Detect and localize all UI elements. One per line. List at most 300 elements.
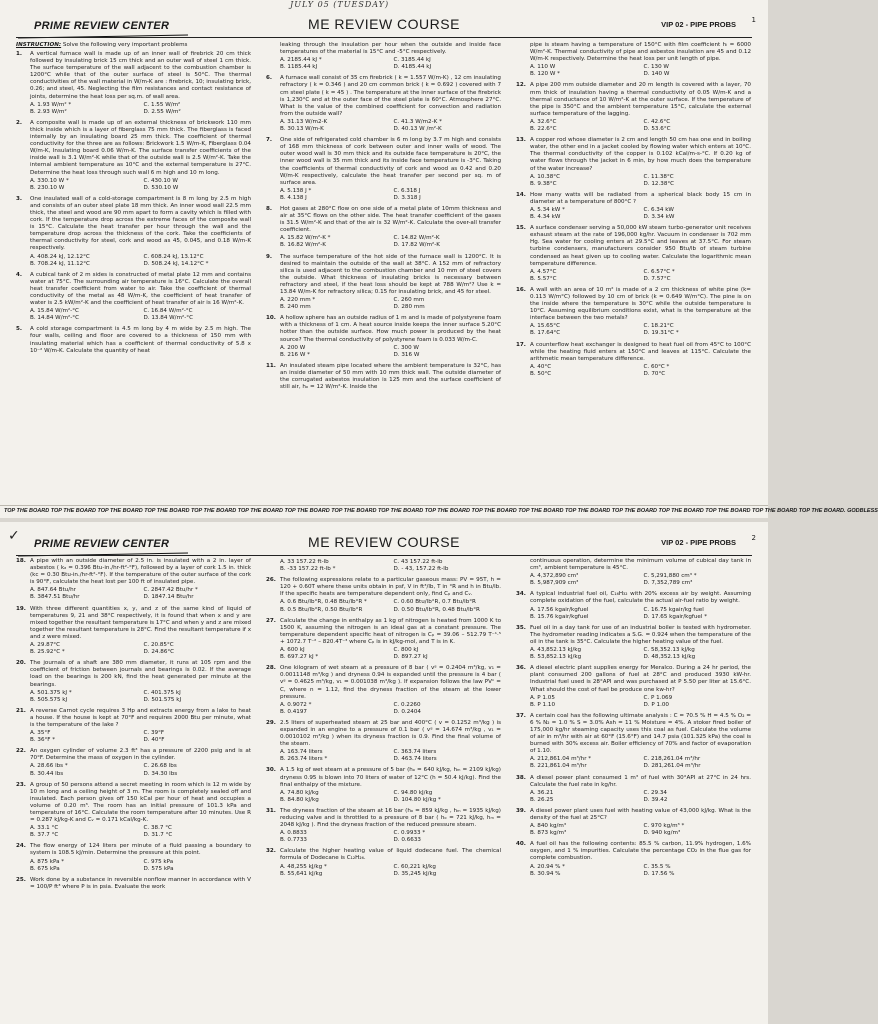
choice-c: C. 975 kPa: [143, 858, 174, 865]
choice-a: A. 28.66 lbs *: [30, 763, 68, 770]
choice-b: B. 9.38°C: [530, 180, 557, 187]
question-text: continuous operation, determine the minimum volume of cubical day tank in cm³, ambient temperature is 45°C.: [530, 558, 751, 572]
answer-choices: [280, 599, 501, 613]
choice-b: B. P 1.10: [530, 701, 555, 708]
question-number: 26.: [266, 577, 276, 584]
question-number: 30.: [266, 767, 276, 774]
question-text: A surface condenser serving a 50,000 kW steam turbo-generator unit receives exhaust steam at the rate of 196,000 kg/hr. Vacuum in condenser is 702 mm Hg. Sea water for cooling enters at 29.5°C and leaves at 37.5°C. For steam turbine condensers, manufacturers consider 950 Btu/lb of steam turbine condensed as heat given up to cooling water. Calculate the logarithmic mean temperature difference.: [530, 225, 751, 267]
choice-a: A. 330.10 W *: [30, 177, 69, 184]
question-number: 11.: [266, 362, 276, 369]
course-title: ME REVIEW COURSE: [308, 534, 460, 550]
question-text: The dryness fraction of the steam at 16 bar (hₒ = 859 kJ/kg , hₘ = 1935 kJ/kg) reducing valve and is throttled to a pressure of 8 bar ( hₒ = 721 kJ/kg, hₘ = 2048 kJ/kg ). Find the dryness fraction of the reduced pressure steam.: [280, 807, 501, 829]
question-number: 38.: [516, 774, 526, 781]
choice-c: C. 14.82 W/m²-K: [393, 235, 440, 242]
choice-c: C. 130 W: [643, 64, 669, 71]
choice-a: A. 29.87°C: [30, 642, 61, 649]
question-number: 14.: [516, 191, 526, 198]
question-number: 16.: [516, 286, 526, 293]
choice-c: C. 6.318 J: [393, 187, 421, 194]
question-item: [16, 606, 251, 657]
choice-a: A. 110 W: [530, 64, 556, 71]
question-number: 24.: [16, 843, 26, 850]
choice-d: D. 13.84 W/m²-°C: [143, 315, 193, 322]
choice-a: A. P 1.05: [530, 694, 555, 701]
choice-d: D. 17.56 %: [643, 870, 675, 877]
choice-c: C. 20.85°C: [143, 642, 174, 649]
question-number: 27.: [266, 617, 276, 624]
choice-a: A. 15.82 W/m²-K *: [280, 235, 331, 242]
choice-a: A. 1.93 W/m² *: [30, 101, 72, 108]
answer-choices: [530, 364, 751, 378]
choice-b: B. 0.7733: [280, 837, 307, 844]
choice-d: D. 463.74 liters: [393, 756, 437, 763]
choice-b: B. 2.93 W/m²: [30, 108, 67, 115]
question-text: A diesel electric plant supplies energy for Meralco. During a 24 hr period, the plant consumed 200 gallons of fuel at 28°C and produced 3930 kW-hr. Industrial fuel used is 28°API and was purchased at P 5.50 per liter at 15.6°C. What should the cost of fuel be produce one kw-hr?: [530, 665, 751, 693]
question-number: 3.: [16, 195, 23, 202]
choice-a: A. 74.80 kJ/kg: [280, 789, 319, 796]
choice-b: B. 5.57°C: [530, 275, 557, 282]
choice-c: C. 0.2260: [393, 701, 421, 708]
answer-choices: [280, 119, 501, 133]
answer-choices: [280, 864, 501, 878]
choice-a: A. 200 W: [280, 344, 306, 351]
column-3: [516, 42, 751, 506]
question-text: A furnace wall consist of 35 cm firebrick ( k = 1.557 W/m-K) , 12 cm insulating refractory ( k = 0.346 ) and 20 cm common brick ( k = 0.692 ) covered with 7 cm steel plate ( k = 45 ) . The temperature at the inner surface of the firebrick is 1,230°C and at the outer face of the steel plate is 60°C. Atmosphere 27°C. What is the value of the combined coefficient for convection and radiation from the outside wall?: [280, 75, 501, 117]
choice-c: C. 260 mm: [393, 297, 425, 304]
choice-d: D. 31.7 °C: [143, 832, 173, 839]
question-text: 2.5 liters of superheated steam at 25 bar and 400°C ( v = 0.1252 m³/kg ) is expanded in an engine to a pressure of 0.1 bar ( vᵍ = 14.674 m³/kg , v₁ = 0.0010102 m³/kg ) when its dryness fraction is 0.9. Find the final volume of the steam.: [280, 719, 501, 748]
choice-b: B. 55,641 kJ/kg: [280, 870, 323, 877]
choice-b: B. 240 mm: [280, 304, 311, 311]
question-text: A group of 50 persons attend a secret meeting in room which is 12 m wide by 10 m long and a ceiling height of 3 m. The room is completely sealed off and insulated. Each person gives off 150 kCal per hour of heat and occupies a volume of 0.20 m³. The room has an initial pressure of 101.3 kPa and temperature of 16°C. Calculate the room temperature after 10 minutes. Use R = 0.287 kJ/kg-K and Cᵥ = 0.171 kCal/kg-K.: [30, 781, 251, 824]
question-text: An insulated steam pipe located where the ambient temperature is 32°C, has an inside diameter of 50 mm with 10 mm thick wall. The outside diameter of the corrugated asbestos insulation is 125 mm and the surface coefficient of still air, hₒ = 12 W/m²-K. Inside the: [280, 362, 501, 391]
answer-choices: [530, 607, 751, 621]
question-text: Work done by a substance in reversible nonflow manner in accordance with V = 100/P ft³ where P is in psia. Evaluate the work: [30, 876, 251, 890]
choice-d: D. 40.13 W /m²-K: [393, 126, 442, 133]
question-number: 21.: [16, 707, 26, 714]
choice-b: B. 263.74 liters *: [280, 756, 328, 763]
question-item: [516, 808, 751, 837]
question-item: [16, 272, 251, 323]
choice-d: D. 17.82 W/m²-K: [393, 242, 440, 249]
question-item: [266, 42, 501, 71]
choice-b: B. 30.94 %: [530, 870, 561, 877]
instruction-text: Solve the following very important problems: [62, 42, 188, 48]
answer-choices: [530, 647, 751, 661]
choice-a: A. 15.65°C: [530, 323, 561, 330]
answer-choices: [280, 57, 501, 71]
choice-a: A. 5.138 J *: [280, 187, 312, 194]
choice-c: C. 11.38°C: [643, 173, 674, 180]
question-number: 17.: [516, 341, 526, 348]
question-text: The surface temperature of the hot side of the furnace wall is 1200°C. It is desired to maintain the outside of the wall at 38°C. A 152 mm of refractory silica is used adjacent to the combustion chamber and 10 mm of steel covers the outside. What thickness of insulating bricks is necessary between refractory and steel, if the heat loss should be kept at 788 W/m²? Use k = 13.84 W/m-K for refractory silica; 0.15 for insulating brick, and 45 for steel.: [280, 253, 501, 295]
question-number: 36.: [516, 665, 526, 672]
question-item: [516, 558, 751, 587]
choice-b: B. 84.80 kJ/kg: [280, 796, 319, 803]
choice-d: D. 39.42: [643, 796, 668, 803]
choice-a: A. 163.74 liters: [280, 749, 323, 756]
question-number: 4.: [16, 271, 23, 278]
question-number: 2.: [16, 119, 23, 126]
question-number: 34.: [516, 591, 526, 598]
question-item: [16, 326, 251, 354]
question-item: [266, 808, 501, 844]
brand-name: PRIME REVIEW CENTER: [34, 538, 170, 550]
choice-a: A. 840 kg/m³: [530, 823, 567, 830]
question-text: A typical industrial fuel oil, C₁₆H₃₂ with 20% excess air by weight. Assuming complete oxidation of the fuel, calculate the actual air-fuel ratio by weight.: [530, 591, 751, 605]
page-number: 1: [751, 16, 756, 24]
question-item: [266, 720, 501, 764]
choice-c: C. 6.57°C *: [643, 268, 675, 275]
answer-choices: [280, 559, 501, 573]
choice-a: A. 0.8833: [280, 830, 307, 837]
question-number: 29.: [266, 719, 276, 726]
choice-b: B. 221,861.04 m³/hr: [530, 763, 587, 770]
answer-choices: [30, 825, 251, 839]
choice-d: D. 12.38°C: [643, 180, 675, 187]
choice-a: A. 35°F: [30, 730, 51, 737]
question-number: 6.: [266, 75, 273, 82]
choice-a: A. 847.64 Btu/hr: [30, 587, 76, 594]
question-item: [16, 196, 251, 268]
handwritten-date-note: JULY 05 (TUESDAY): [290, 0, 390, 9]
answer-choices: [30, 308, 251, 322]
answer-choices: [30, 730, 251, 744]
question-text: Fuel oil in a day tank for use of an industrial boiler is tested with hydrometer. The hydrometer reading indicates a S.G. = 0.924 when the temperature of the oil in the tank is 35°C. Calculate the higher heating value of the fuel.: [530, 624, 751, 645]
choice-b: B. 675 kPa: [30, 865, 60, 872]
choice-d: D. 280 mm: [393, 304, 425, 311]
question-number: 39.: [516, 807, 526, 814]
choice-c: C. 16.75 kgair/kg fuel: [643, 606, 704, 613]
question-text: A composite wall is made up of an external thickness of brickwork 110 mm thick inside which is a layer of fiberglass 75 mm thick. The fiberglass is faced internally by an insulating board 25 mm thick. The coefficient of thermal conductivity for the three are as follows: Brickwork 1.5 W/m-K, Fiberglass 0.04 W/m-K, Insulating board 0.06 W/m-K. The surface transfer coefficients of the inside wall is 3.1 W/m²-K while that of the outside wall is 2.5 W/m²-K. Take the internal ambient temperature as 10°C and the external temperature is 27°C. Determine the heat loss through such wall 6 m high and 10 m long.: [30, 119, 251, 176]
choice-b: B. 30.13 W/m-K: [280, 126, 324, 133]
answer-choices: [530, 323, 751, 337]
choice-d: D. 35,245 kJ/kg: [393, 870, 437, 877]
answer-choices: [280, 297, 501, 311]
page-number: 2: [751, 534, 756, 542]
answer-choices: [530, 174, 751, 188]
choice-d: D. 70°C: [643, 370, 666, 377]
question-text: Hot gases at 280°C flow on one side of a metal plate of 10mm thickness and air at 35°C flows on the other side. The heat transfer coefficient of the gases is 31.5 W/m²-K and that of the air is 32 W/m²-K. Calculate the over-all transfer coefficient.: [280, 205, 501, 234]
choice-d: D. 0.6633: [393, 837, 421, 844]
answer-choices: [530, 864, 751, 878]
choice-d: D. 7.57°C: [643, 275, 671, 282]
choice-c: C. 218,261.04 m³/hr: [643, 756, 701, 763]
question-text: A wall with an area of 10 m² is made of a 2 cm thickness of white pine (k= 0.113 W/m°C) followed by 10 cm of brick (k = 0.649 W/m°C). The pine is on the inside where the temperature is 30°C while the outside temperature is 10°C. Assuming equilibrium conditions exist, what is the temperature at the interface between the two metals?: [530, 286, 751, 322]
answer-choices: [30, 102, 251, 116]
choice-b: B. 25.92°C *: [30, 649, 65, 656]
choice-a: A. 501.375 kJ *: [30, 689, 72, 696]
choice-a: A. 33.1 °C: [30, 825, 59, 832]
choice-c: C. 1.55 W/m²: [143, 101, 181, 108]
choice-b: B. 17.64°C: [530, 330, 561, 337]
question-text: A vertical furnace wall is made up of an inner wall of firebrick 20 cm thick followed by insulating brick 15 cm thick and an outer wall of steel 1 cm thick. The surface temperature of the wall adjacent to the combustion chamber is 1200°C while that of the outer surface of steel is 50°C. The thermal conductivities of the wall material in W/m-K are : firebrick, 10; insulating brick, 0.26; and steel, 45. Neglecting the film resistances and contact resistance of joints, determine the heat loss per sq.m. of wall area.: [30, 51, 251, 100]
question-item: [266, 137, 501, 202]
choice-b: B. 873 kg/m³: [530, 830, 567, 837]
answer-choices: [530, 207, 751, 221]
choice-b: B. 36°F *: [30, 737, 56, 744]
question-item: [266, 75, 501, 133]
choice-d: D. 316 W: [393, 351, 420, 358]
question-text: One side of refrigerated cold chamber is 6 m long by 3.7 m high and consists of 168 mm thickness of cork between outer and inner walls of wood. The outer wood wall is 30 mm thick and its outside face temperature is 20°C, the inner wood wall is 35 mm thick and its inside face temperature is -3°C. Taking the coefficients of thermal conductivity of cork and wood as 0.42 and 0.20 W/m-K respectively, calculate the heat transfer per second per sq. m of surface area.: [280, 137, 501, 186]
question-text: A copper rod whose diameter is 2 cm and length 50 cm has one end in boiling water, the other end in a jacket cooled by flowing water which enters at 10°C. The thermal conductivity of the copper is 0.102 kCal/m-s-°C. If 0.20 kg of water flows through the jacket in 6 min, by how much does the temperature of the water increase?: [530, 137, 751, 172]
choice-d: D. 508.24 kJ, 14.12°C *: [143, 260, 209, 267]
question-number: 19.: [16, 605, 26, 612]
choice-d: D. 7,352,789 cm³: [643, 580, 693, 587]
choice-b: B. 30.44 lbs: [30, 770, 64, 777]
question-number: 28.: [266, 665, 276, 672]
question-text: The following expressions relate to a particular gaseous mass: PV = 95T, h = 120 + 0.60T where these units obtain in psf, V in ft³/lb, T in °R and h in Btu/lb. If the specific heats are temperature dependent only, find Cₚ and Cᵥ.: [280, 577, 501, 598]
choice-d: D. 19.31°C *: [643, 330, 679, 337]
choice-b: B. 16.82 W/m²-K: [280, 242, 326, 249]
choice-c: C. 0.9933 *: [393, 830, 426, 837]
page-footer: TOP THE BOARD TOP THE BOARD TOP THE BOARD TOP THE BOARD TOP THE BOARD TOP THE BOARD TOP THE BOARD TOP THE BOARD TOP THE BOARD TOP THE BOARD TOP THE BOARD TOP THE BOARD TOP THE BOARD TOP THE BOARD TOP THE BOARD TOP THE BOARD TOP THE BOARD TOP THE BOARD. GODBLESS: [0, 505, 768, 516]
question-text: A cold storage compartment is 4.5 m long by 4 m wide by 2.5 m high. The four walls, ceiling and floor are covered to a thickness of 150 mm with insulating material which has a coefficient of thermal conductivity of 5.8 x 10⁻² W/m-K. Calculate the quantity of heat: [30, 326, 251, 354]
answer-choices: [530, 64, 751, 78]
question-item: [16, 877, 251, 891]
question-item: [516, 42, 751, 78]
question-text: How many watts will be radiated from a spherical black body 15 cm in diameter at a temperature of 800°C ?: [530, 191, 751, 205]
column-3: [516, 558, 751, 1022]
question-item: [516, 625, 751, 661]
choice-a: A. 2185.44 kJ *: [280, 57, 322, 64]
choice-a: A. 40°C: [530, 363, 552, 370]
choice-c: C. 363.74 liters: [393, 749, 437, 756]
choice-b: B. 708.24 kJ, 11.12°C: [30, 260, 90, 267]
choice-a: A. 408.24 kJ, 12.12°C: [30, 253, 90, 260]
choice-c: C. 430.10 W: [143, 177, 178, 184]
choice-b: B. 53,852.13 kJ/kg: [530, 654, 582, 661]
question-item: [516, 82, 751, 133]
column-2: [266, 558, 501, 1022]
choice-a: A. 17.56 kgair/kgfuel: [530, 606, 589, 613]
choice-a: A. 600 kJ: [280, 647, 305, 654]
choice-d: D. 2.55 W/m²: [143, 108, 181, 115]
answer-choices: [530, 695, 751, 709]
question-item: [266, 363, 501, 391]
question-item: [266, 848, 501, 877]
question-item: [516, 287, 751, 338]
choice-b: B. 120 W *: [530, 71, 560, 78]
instruction-label: INSTRUCTION:: [16, 42, 62, 48]
choice-b: B. 4.34 kW: [530, 214, 561, 221]
choice-d: D. 140 W: [643, 71, 670, 78]
answer-choices: [530, 269, 751, 283]
choice-c: C. 18.21°C: [643, 323, 674, 330]
choice-a: A. 212,861.04 m³/hr *: [530, 756, 592, 763]
choice-b: B. 0.4197: [280, 708, 307, 715]
choice-d: D. 940 kg/m³: [643, 830, 681, 837]
choice-c: C. 43 157.22 ft-lb: [393, 559, 443, 565]
question-text: With three different quantities x, y, and z of the same kind of liquid of temperatures 9, 21 and 38°C respectively, it is found that when x and y are mixed together the resultant temperature is 17°C and when y and z are mixed together the resultant temperature is 28°C. Find the resultant temperature if x and z were mixed.: [30, 605, 251, 640]
question-item: [266, 577, 501, 613]
question-number: 5.: [16, 326, 23, 333]
answer-choices: [280, 749, 501, 763]
exam-page-2: [0, 522, 768, 1024]
choice-b: B. 50°C: [530, 370, 552, 377]
choice-b: B. 4.138 J: [280, 194, 307, 201]
choice-c: C. 970 kg/m³ *: [643, 823, 685, 830]
choice-d: D. 0.2404: [393, 708, 421, 715]
check-mark-icon: ✓: [8, 528, 20, 544]
question-item: [266, 315, 501, 359]
choice-a: A. 48,255 kJ/kg *: [280, 863, 327, 870]
question-number: 1.: [16, 51, 23, 57]
choice-a: A. 33 157.22 ft-lb: [280, 559, 329, 565]
choice-c: C. 94.80 kJ/kg: [393, 789, 433, 796]
column-1: [16, 558, 251, 1022]
answer-choices: [280, 345, 501, 359]
question-number: 9.: [266, 253, 273, 260]
choice-a: A. 36.21: [530, 789, 554, 796]
choice-c: C. 6.34 kW: [643, 206, 674, 213]
question-item: [516, 841, 751, 877]
choice-a: A. 220 mm *: [280, 297, 316, 304]
answer-choices: [530, 756, 751, 770]
question-text: A certain coal has the following ultimate analysis : C = 70.5 % H = 4.5 % O₂ = 6 % N₂ = 1.0 % S = 3.0% Ash = 11 % Moisture = 4%. A stoker fired boiler of 175,000 kg/hr steaming capacity uses this coal as fuel. Calculate the volume of air in m³/hr with air at 60°F (15.6°F) and 14.7 psia (101.325 kPa) the coal is burned with 30% excess air. Boiler efficiency of 70% and factor of evaporation of 1.10.: [530, 712, 751, 755]
course-title: ME REVIEW COURSE: [308, 16, 460, 32]
question-item: [516, 342, 751, 378]
question-text: One kilogram of wet steam at a pressure of 8 bar ( vᵍ = 0.2404 m³/kg, v₁ = 0.0011148 m³/kg ) and dryness 0.94 is expanded until the pressure is 4 bar ( vᵍ = 0.4625 m³/kg, v₁ = 0.001038 m³/kg ). If expansion follows the law PVⁿ = C, where n = 1.12, find the dryness fraction of the steam at the lower pressure.: [280, 665, 501, 700]
choice-b: B. 3847.51 Btu/hr: [30, 594, 80, 601]
question-text: Calculate the higher heating value of liquid dodecane fuel. The chemical formula of Dodecane is C₁₂H₂₆.: [280, 848, 501, 862]
answer-choices: [280, 647, 501, 661]
question-item: [516, 225, 751, 283]
answer-choices: [280, 790, 501, 804]
question-columns: [0, 42, 768, 506]
choice-c: C. 3185.44 kJ: [393, 57, 431, 64]
question-number: 12.: [516, 82, 526, 89]
choice-b: B. 216 W *: [280, 351, 310, 358]
answer-choices: [30, 587, 251, 601]
choice-c: C. 42.6°C: [643, 118, 671, 125]
choice-d: D. 3.318 J: [393, 194, 421, 201]
choice-b: B. 22.6°C: [530, 126, 557, 133]
choice-d: D. 53.6°C: [643, 126, 671, 133]
choice-c: C. 58,352.13 kJ/kg: [643, 647, 695, 654]
choice-b: B. 5,987,909 cm³: [530, 580, 579, 587]
choice-d: D. 0.50 Btu/lb°R, 0.48 Btu/lb°R: [393, 606, 480, 613]
choice-c: C. 38.7 °C: [143, 825, 172, 832]
question-item: [266, 618, 501, 662]
answer-choices: [280, 702, 501, 716]
question-item: [266, 206, 501, 250]
choice-a: A. 31.13 W/m2-K: [280, 118, 328, 125]
question-text: A counterflow heat exchanger is designed to heat fuel oil from 45°C to 100°C while the heating fluid enters at 150°C and leaves at 115°C. Calculate the arithmetic mean temperature difference.: [530, 341, 751, 362]
header-rule: [16, 37, 752, 38]
choice-c: C. 0.60 Btu/lb°R, 0.7 Btu/lb°R: [393, 599, 476, 606]
question-number: 13.: [516, 137, 526, 144]
choice-d: D. 40°F: [143, 737, 165, 744]
question-item: [266, 767, 501, 803]
set-label: VIP 02 - PIPE PROBS: [661, 538, 736, 547]
choice-b: B. 230.10 W: [30, 184, 65, 191]
choice-a: A. 875 kPa *: [30, 858, 65, 865]
choice-d: D. 34.30 lbs: [143, 770, 178, 777]
column-2: [266, 42, 501, 506]
question-text: A hollow sphere has an outside radius of 1 m and is made of polystyrene foam with a thickness of 1 cm. A heat source inside keeps the inner surface 5.20°C hotter than the outside surface. How much power is produced by the heat source? The thermal conductivity of polystyrene foam is 0.033 W/m-C.: [280, 315, 501, 343]
header-rule: [16, 555, 752, 556]
question-text: Calculate the change in enthalpy as 1 kg of nitrogen is heated from 1000 K to 1500 K, assuming the nitrogen is an ideal gas at a constant pressure. The temperature dependent specific heat of nitrogen is Cₚ = 39.06 – 512.79 T⁻¹·⁵ + 1072.7 T⁻² – 820.4T⁻³ where Cₚ is in kJ/kg-mol, and T is in K.: [280, 617, 501, 645]
question-text: A diesel power plant uses fuel with heating value of 43,000 kJ/kg. What is the density of the fuel at 25°C?: [530, 807, 751, 821]
question-item: [16, 748, 251, 777]
choice-c: C. 300 W: [393, 344, 419, 351]
question-text: A diesel power plant consumed 1 m³ of fuel with 30°API at 27°C in 24 hrs. Calculate the fuel rate in kg/hr.: [530, 774, 751, 788]
answer-choices: [530, 119, 751, 133]
answer-choices: [530, 823, 751, 837]
question-item: [266, 254, 501, 312]
choice-d: D. 530.10 W: [143, 184, 179, 191]
answer-choices: [530, 573, 751, 587]
question-number: 20.: [16, 660, 26, 667]
question-number: 25.: [16, 876, 26, 883]
choice-d: D. 4185.44 kJ: [393, 64, 432, 71]
choice-d: D. 104.80 kJ/kg *: [393, 796, 441, 803]
choice-c: C. 39°F: [143, 730, 165, 737]
choice-c: C. 608.24 kJ, 13.12°C: [143, 253, 204, 260]
page-header: [0, 12, 768, 38]
column-1: [16, 42, 251, 506]
question-number: 35.: [516, 624, 526, 631]
answer-choices: [30, 178, 251, 192]
choice-a: A. 10.38°C: [530, 173, 561, 180]
choice-a: A. 0.9072 *: [280, 701, 312, 708]
choice-d: D. 897.27 kJ: [393, 654, 428, 661]
choice-c: C. 2847.42 Btu/hr *: [143, 587, 198, 594]
question-text: A fuel oil has the following contents: 85.5 % carbon, 11.9% hydrogen, 1.6% oxygen, and 1 % impurities. Calculate the percentage CO₂ in the flue gas for complete combustion.: [530, 841, 751, 862]
question-text: One insulated wall of a cold-storage compartment is 8 m long by 2.5 m high and consists of an outer steel plate 18 mm thick. An inner wood wall 22.5 mm thick, the steel and wood are 90 mm apart to form a cavity which is filled with cork. If the temperature drop across the extreme faces of the composite wall is 15°C. Calculate the heat transfer per hour through the wall and the temperature drop across the thickness of the cork. Take the coefficients of thermal conductivity for steel, cork and wood as 45, 0.045, and 0.18 W/m-K respectively.: [30, 195, 251, 252]
question-item: [16, 558, 251, 602]
page-header: [0, 530, 768, 556]
question-item: [266, 559, 501, 573]
choice-a: A. 32.6°C: [530, 118, 557, 125]
question-number: 7.: [266, 137, 273, 144]
answer-choices: [280, 830, 501, 844]
set-label: VIP 02 - PIPE PROBS: [661, 20, 736, 29]
choice-b: B. 1185.44 kJ: [280, 64, 318, 71]
choice-c: C. 26.68 lbs: [143, 763, 177, 770]
choice-a: A. 4,372,890 cm³: [530, 573, 579, 580]
choice-a: A. 15.84 W/m²-°C: [30, 308, 79, 315]
question-text: A pipe with an outside diameter of 2.5 in. is insulated with a 2 in. layer of asbestos ( kₐ = 0.396 Btu-in./hr-ft²-°F), followed by a layer of cork 1.5 in. thick (kc = 0.30 Btu-in./hr-ft²-°F). If the temperature of the outer surface of the cork is 90°F, calculate the heat lost per 100 ft of insulated pipe.: [30, 558, 251, 586]
question-number: 22.: [16, 748, 26, 755]
answer-choices: [530, 790, 751, 804]
question-item: [516, 665, 751, 709]
question-text: A cubical tank of 2 m sides is constructed of metal plate 12 mm and contains water at 75°C. The surrounding air temperature is 16°C. Calculate the overall heat transfer coefficient from water to air. Take the coefficient of thermal conductivity of the metal as 48 W/m-K, the coefficient of heat transfer of water is 2.5 kW/m²-K and the coefficient of heat transfer of air is 16 W/m²-K.: [30, 271, 251, 307]
choice-b: B. 26.25: [530, 796, 554, 803]
answer-choices: [30, 690, 251, 704]
choice-c: C. 16.84 W/m²-°C: [143, 308, 193, 315]
choice-a: A. 43,852.13 kJ/kg: [530, 647, 582, 654]
question-text: A reverse Carnot cycle requires 3 Hp and extracts energy from a lake to heat a house. If the house is kept at 70°F and requires 2000 Btu per minute, what is the temperature of the lake ?: [30, 707, 251, 728]
question-text: A pipe 200 mm outside diameter and 20 m length is covered with a layer, 70 mm thick of insulation having a thermal conductivity of 0.05 W/m-K and a thermal conductance of 10 W/m²-K at the outer surface. If the temperature of the pipe is 350°C and the ambient temperature 15°C, calculate the external surface temperature of the lagging.: [530, 82, 751, 117]
question-number: 40.: [516, 841, 526, 848]
choice-b: B. 0.5 Btu/lb°R, 0.50 Btu/lb°R: [280, 606, 363, 613]
choice-a: A. 20.94 % *: [530, 863, 565, 870]
choice-d: D. 17.65 kgair/kgfuel *: [643, 613, 707, 620]
choice-b: B. 15.76 kgair/kgfuel: [530, 613, 589, 620]
question-text: An oxygen cylinder of volume 2.3 ft³ has a pressure of 2200 psig and is at 70°F. Determine the mass of oxygen in the cylinder.: [30, 748, 251, 762]
question-text: A 1.5 kg of wet steam at a pressure of 5 bar (hₒ = 640 kJ/kg, hₘ = 2109 kJ/kg) dryness 0.95 is blown into 70 liters of water of 12°C (h = 50.4 kJ/kg). Find the final enthalpy of the mixture.: [280, 767, 501, 788]
choice-c: C. 41.3 W/m2-K *: [393, 118, 442, 125]
question-item: [16, 51, 251, 116]
question-number: 32.: [266, 848, 276, 855]
choice-c: C. 29.34: [643, 789, 667, 796]
question-number: 8.: [266, 205, 273, 212]
question-number: 31.: [266, 807, 276, 814]
question-item: [516, 713, 751, 771]
choice-c: C. P 1.069: [643, 694, 673, 701]
